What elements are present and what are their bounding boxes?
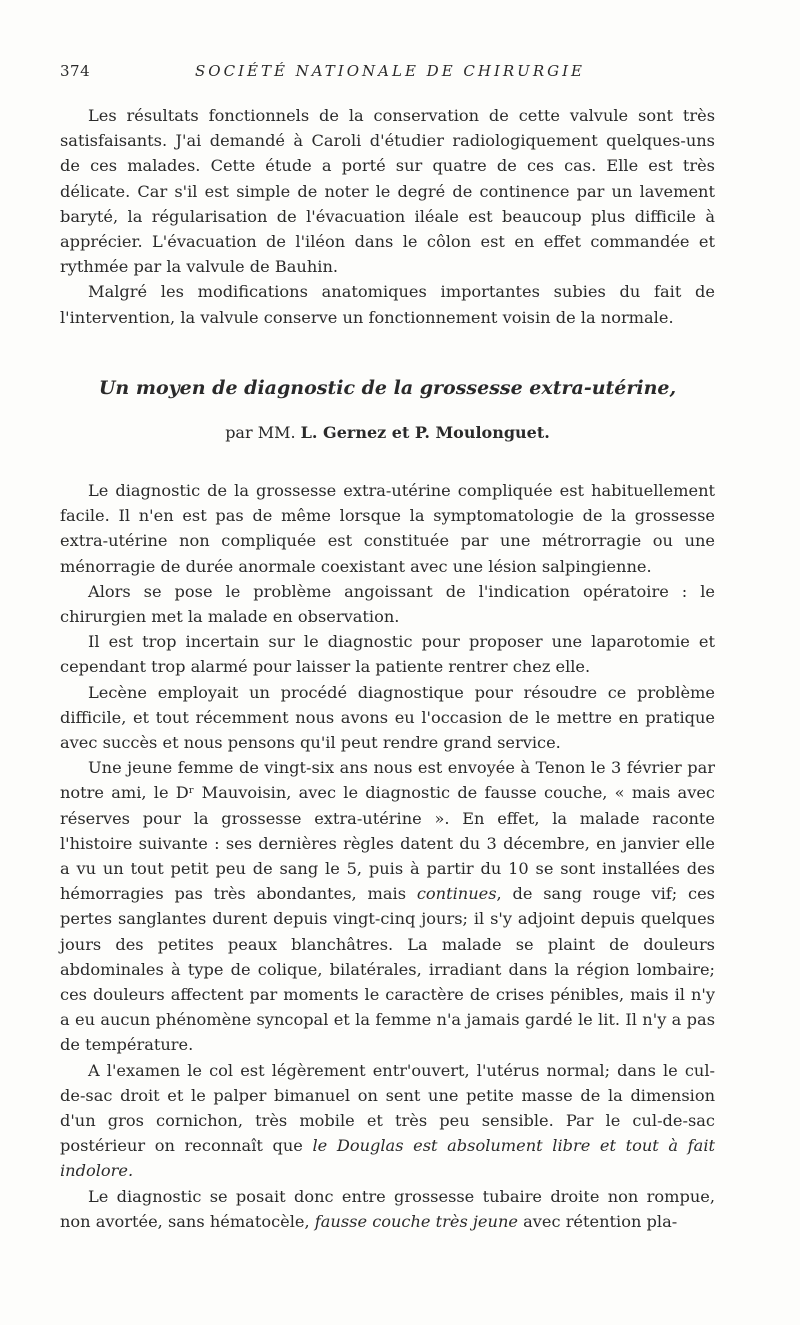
byline-prefix: par MM. bbox=[225, 423, 296, 442]
paragraph-3: Il est trop incertain sur le diagnostic pour proposer une laparotomie et cependant trop alarmé pour laisser la patiente rentrer chez elle. bbox=[60, 632, 715, 677]
paragraph-7 bbox=[60, 1184, 715, 1234]
intro-paragraph-1: Les résultats fonctionnels de la conservation de cette valvule sont très satisfaisants. J'ai demandé à Caroli d'étudier radiologiquement quelques-uns de ces malades. Cette étude a porté sur quatre de ces cas. Elle est très délicate. Car s'il est simple de noter le degré de continence par un lavement baryté, la régularisation de l'évacuation iléale est beaucoup plus difficile à apprécier. L'évacuation de l'iléon dans le côlon est en effet commandée et rythmée par la valvule de Bauhin. bbox=[60, 106, 715, 277]
paragraph-2: Alors se pose le problème angoissant de l'indication opératoire : le chirurgien met la malade en observation. bbox=[60, 581, 715, 627]
page-number: 374 bbox=[60, 62, 91, 80]
paragraph-5 bbox=[60, 755, 715, 1057]
paragraph-5-text-b: , de sang rouge vif; ces pertes sanglantes durent depuis vingt-cinq jours; il s'y adjoint depuis quelques jours des petites peaux blanchâtres. La malade se plaint de douleurs abdominales à type de colique, bilatérales, irradiant dans la région lombaire; ces douleurs affectent par moments le caractère de crises pénibles, mais il n'y a eu aucun phénomène syncopal et la femme n'a jamais gardé le lit. Il n'y a pas de température. bbox=[60, 884, 715, 1055]
paragraph-7-text-b: avec rétention pla- bbox=[523, 1211, 678, 1231]
byline bbox=[60, 421, 715, 445]
paragraph-6 bbox=[60, 1058, 715, 1184]
paragraph-5-text-a: Une jeune femme de vingt-six ans nous est envoyée à Tenon le 3 février par notre ami, le Dʳ Mauvoisin, avec le diagnostic de fausse couche, « mais avec réserves pour la grossesse extra-utérine ». En effet, la malade raconte l'histoire suivante : ses dernières règles datent du 3 décembre, en janvier elle a vu un tout petit peu de sang le 5, puis à partir du 10 se sont installées des hémorragies pas très abondantes, mais bbox=[60, 758, 715, 904]
article-title: Un moyen de diagnostic de la grossesse extra-utérine, bbox=[98, 377, 677, 399]
journal-title: SOCIÉTÉ NATIONALE DE CHIRURGIE bbox=[195, 62, 585, 80]
paragraph-1: Le diagnostic de la grossesse extra-utérine compliquée est habituellement facile. Il n'en est pas de même lorsque la symptomatologie de la grossesse extra-utérine non compliquée est constituée par une métrorragie ou une ménorragie de durée anormale coexistant avec une lésion salpingienne. bbox=[60, 481, 715, 576]
authors: L. Gernez et P. Moulonguet. bbox=[300, 423, 550, 442]
intro-paragraph-2: Malgré les modifications anatomiques importantes subies du fait de l'intervention, la valvule conserve un fonctionnement voisin de la normale. bbox=[60, 282, 715, 327]
paragraph-7-emphasis: fausse couche très jeune bbox=[314, 1211, 518, 1231]
paragraph-4: Lecène employait un procédé diagnostique pour résoudre ce problème difficile, et tout récemment nous avons eu l'occasion de le mettre en pratique avec succès et nous pensons qu'il peut rendre grand service. bbox=[60, 682, 715, 753]
intro-text-block bbox=[60, 103, 715, 330]
paragraph-5-emphasis: continues bbox=[416, 884, 497, 904]
running-header bbox=[60, 62, 720, 86]
paragraph-6-emphasis: le Douglas est absolument libre et tout à fait indolore. bbox=[60, 1136, 715, 1181]
paragraph-6-text-a: A l'examen le col est légèrement entr'ouvert, l'utérus normal; dans le cul-de-sac droit et le palper bimanuel on sent une petite masse de la dimension d'un gros cornichon, très mobile et très peu sensible. Par le cul-de-sac postérieur on reconnaît que bbox=[60, 1060, 715, 1156]
paragraph-7-text-a: Le diagnostic se posait donc entre grossesse tubaire droite non rompue, non avortée, sans hématocèle, bbox=[60, 1186, 715, 1231]
article-body bbox=[60, 478, 715, 1234]
